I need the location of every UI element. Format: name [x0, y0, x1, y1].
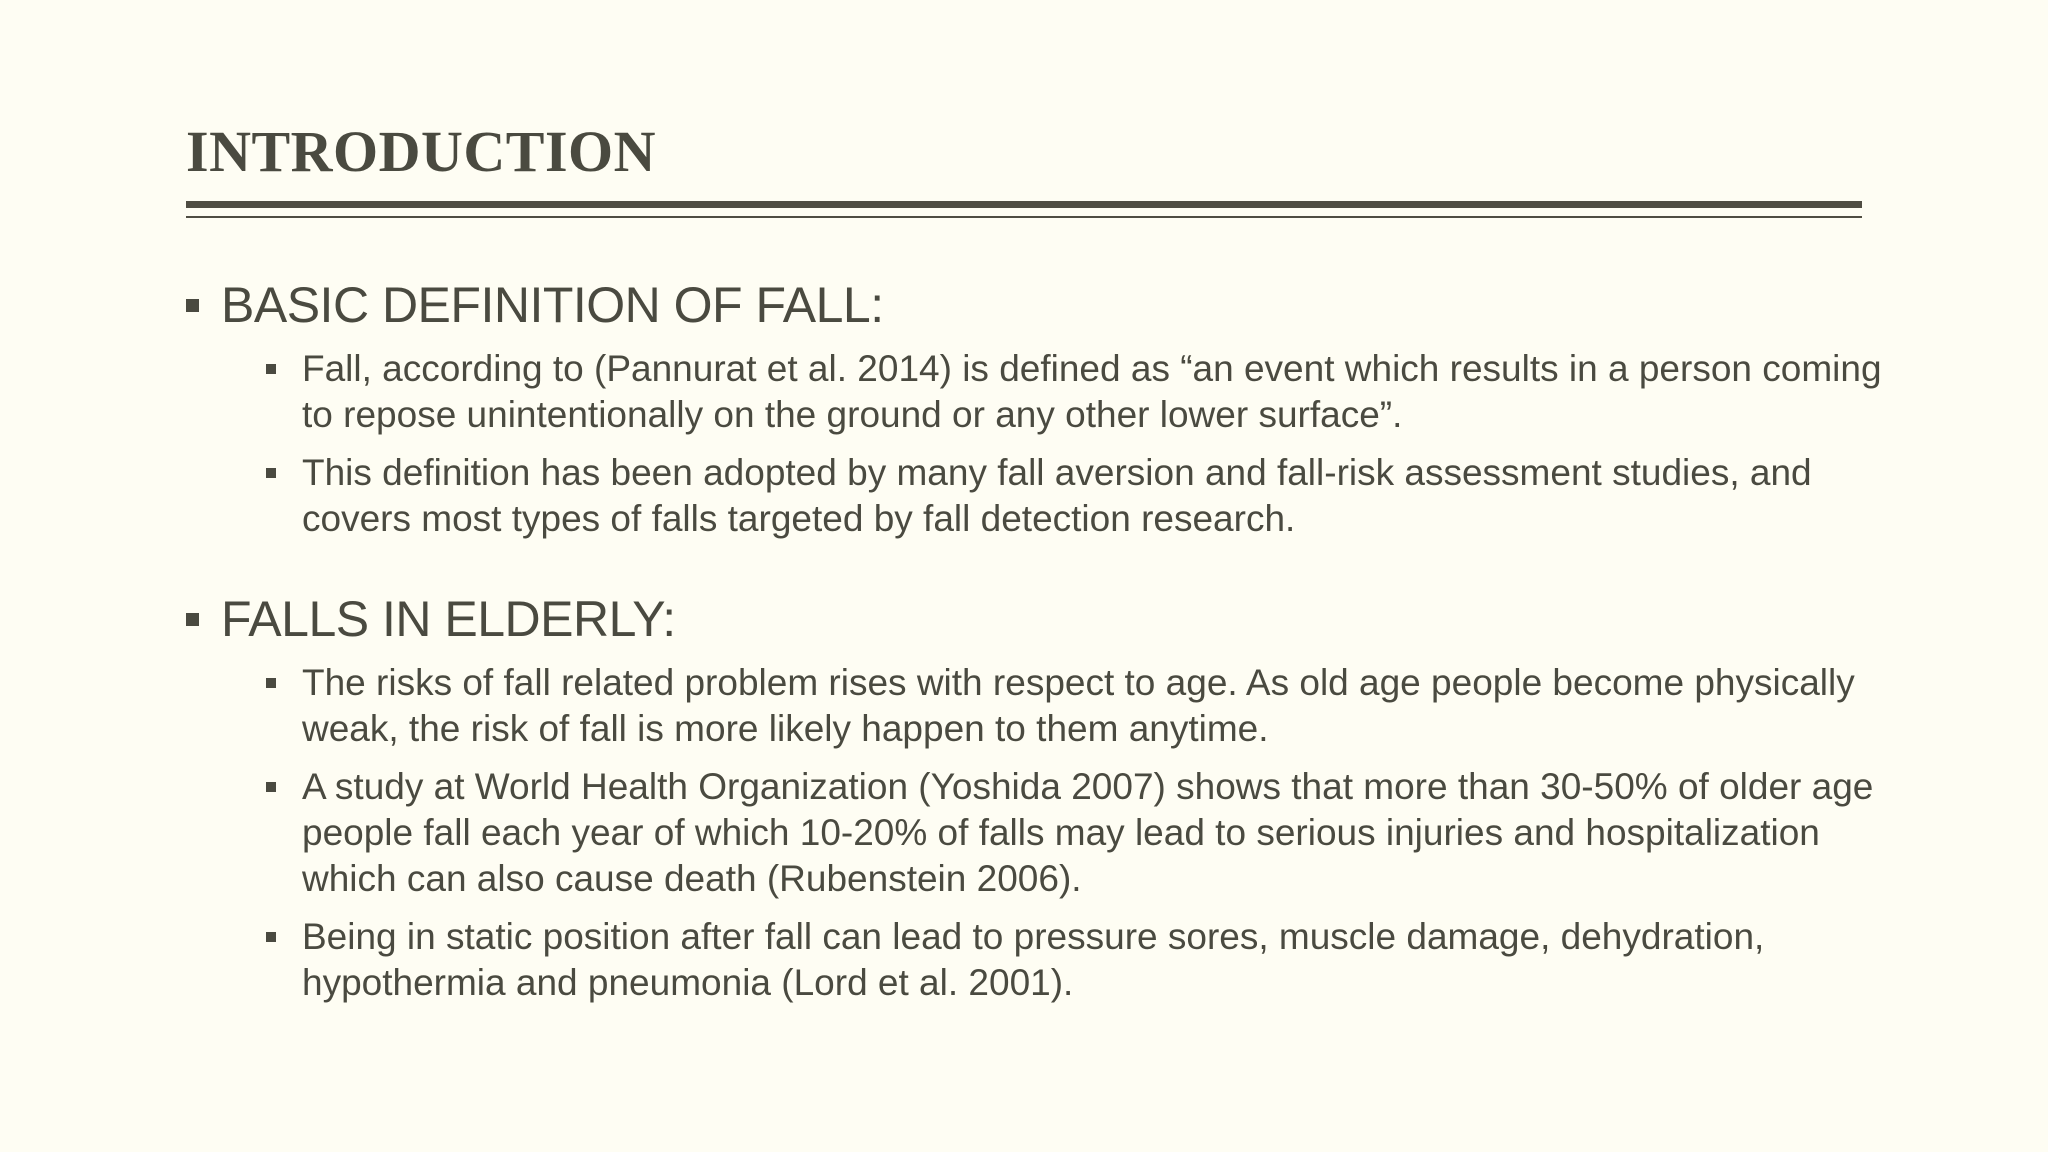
list-item-text: Being in static position after fall can lead to pressure sores, muscle damage, dehydration, hypothermia and pneumonia (Lord et al. 2001). — [302, 916, 1765, 1003]
list-item — [186, 346, 1886, 438]
title-divider-thin — [186, 216, 1862, 218]
slide-body — [186, 270, 1886, 1016]
section-heading-row — [186, 270, 1886, 340]
section-heading-row — [186, 584, 1886, 654]
square-bullet-icon — [266, 782, 276, 792]
square-bullet-icon — [186, 299, 199, 312]
square-bullet-icon — [186, 613, 199, 626]
list-item-text: The risks of fall related problem rises with respect to age. As old age people become physically weak, the risk of fall is more likely happen to them anytime. — [302, 662, 1855, 749]
list-item — [186, 660, 1886, 752]
list-item-text: Fall, according to (Pannurat et al. 2014) is defined as “an event which results in a person coming to repose unintentionally on the ground or any other lower surface”. — [302, 348, 1882, 435]
title-divider-thick — [186, 201, 1862, 208]
bullet-list — [186, 660, 1886, 1006]
list-item — [186, 764, 1886, 902]
list-item-text: A study at World Health Organization (Yoshida 2007) shows that more than 30-50% of older age people fall each year of which 10-20% of falls may lead to serious injuries and hospitalization which can also cause death (Rubenstein 2006). — [302, 766, 1874, 899]
section-falls-in-elderly — [186, 584, 1886, 1006]
square-bullet-icon — [266, 678, 276, 688]
list-item — [186, 450, 1886, 542]
section-basic-definition — [186, 270, 1886, 542]
list-item — [186, 914, 1886, 1006]
bullet-list — [186, 346, 1886, 542]
list-item-text: This definition has been adopted by many fall aversion and fall-risk assessment studies, and covers most types of falls targeted by fall detection research. — [302, 452, 1812, 539]
square-bullet-icon — [266, 468, 276, 478]
section-heading: BASIC DEFINITION OF FALL: — [221, 277, 884, 333]
square-bullet-icon — [266, 364, 276, 374]
section-heading: FALLS IN ELDERLY: — [221, 591, 676, 647]
square-bullet-icon — [266, 932, 276, 942]
slide-title: INTRODUCTION — [186, 119, 657, 184]
